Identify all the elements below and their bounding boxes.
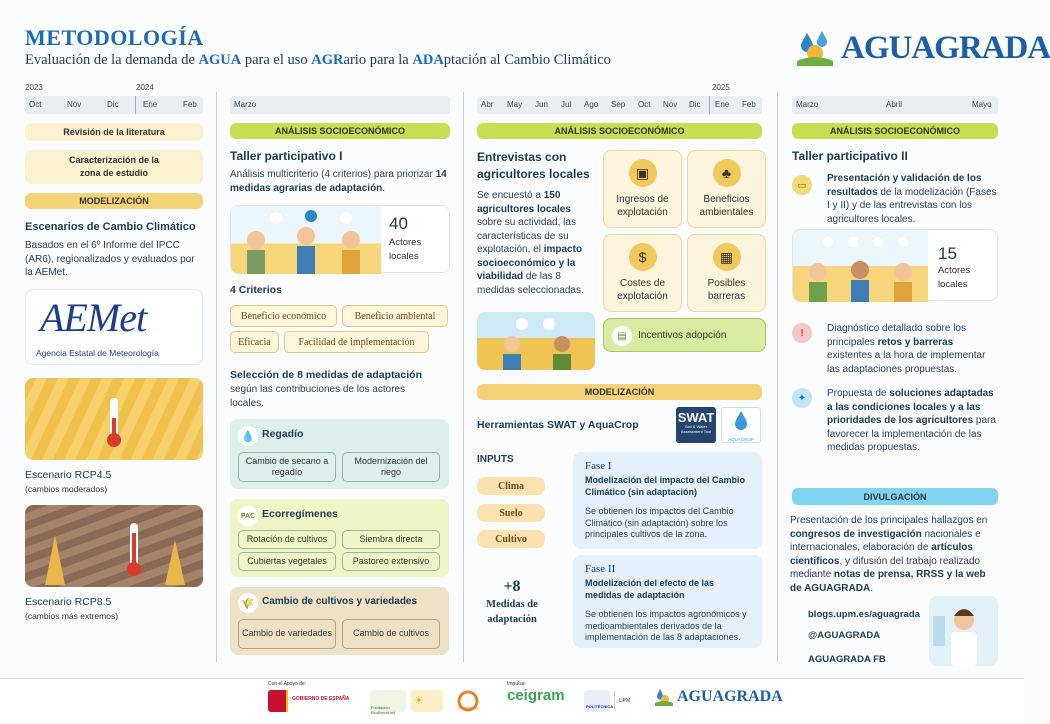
year-label: 2025 (712, 83, 730, 92)
phase-2-card (573, 555, 762, 648)
measure-cell: Cambio de variedades (238, 619, 336, 649)
government-logo (268, 690, 366, 712)
measure-cell: Siembra directa (342, 530, 440, 549)
text-run: sobre su actividad, las características de su explotación, el (477, 217, 576, 255)
bold-text: impacto socioeconómico y la viabilidad (477, 244, 583, 282)
group-ecorregimenes (230, 499, 449, 577)
modelizacion-header: MODELIZACIÓN (477, 384, 762, 400)
socioeconomic-header: ANÁLISIS SOCIOECONÓMICO (477, 123, 762, 139)
group-title: Cambio de cultivos y variedades (262, 596, 418, 607)
month: Jul (561, 100, 572, 109)
criterion-tag: Facilidad de implementación (284, 331, 429, 353)
month: May (507, 100, 523, 109)
measures-label-line: Medidas de (486, 599, 538, 610)
blog-link[interactable]: blogs.upm.es/aguagrada (808, 609, 920, 620)
criterion-tag: Beneficio económico (230, 305, 337, 327)
wheat-icon: 🌾 (238, 593, 258, 613)
month: Sep (611, 100, 626, 109)
month: Oct (638, 100, 651, 109)
solutions-text (827, 387, 998, 455)
month: Feb (742, 100, 756, 109)
measures-label (477, 598, 547, 627)
impact-card (603, 234, 682, 312)
fundacion-logo (370, 690, 406, 715)
literature-review: Revisión de la literatura (25, 123, 203, 141)
text-run: Propuesta de (827, 388, 890, 399)
fundacion-logo-text: Fundación Biodiversidad (371, 705, 396, 715)
facebook-link[interactable]: AGUAGRADA FB (808, 654, 886, 665)
barrier-icon: ▦ (713, 243, 741, 271)
impact-card (603, 150, 682, 228)
interviews-text (477, 189, 595, 297)
swat-logo-text: SWAT (677, 410, 715, 425)
measures-label-line: adaptación (487, 613, 537, 625)
year-label: 2024 (136, 83, 154, 92)
actors-label: Actores locales (938, 265, 971, 291)
workshop-2-title: Taller participativo II (792, 149, 908, 163)
divulgacion-header: DIVULGACIÓN (792, 488, 998, 505)
people-illustration (231, 206, 381, 274)
text-run: de la modelización (Fases I y II) y de las entrevistas con los agricultores locales. (827, 186, 997, 225)
measure-cell: Cambio de secano a regadío (238, 452, 336, 482)
government-logo-text: GOBIERNO DE ESPAÑA (292, 696, 350, 702)
ecosystems-logo (450, 690, 486, 712)
farmers-illustration (477, 312, 595, 370)
bold-text: AGUA (198, 52, 242, 68)
inputs-title: INPUTS (477, 454, 514, 465)
ecosystems-logo-text: Ecosistemas (458, 706, 478, 710)
impact-card-label: Costes de explotación (617, 278, 668, 302)
water-drop-logo-icon (795, 31, 835, 67)
scenarios-title: Escenarios de Cambio Climático (25, 221, 196, 233)
actors-count: 15 (938, 244, 957, 263)
actors-label: Actores locales (389, 237, 422, 263)
selection-text: según las contribuciones de los actores locales. (230, 384, 406, 409)
incentives-card (603, 318, 766, 352)
aquacrop-logo-text: AQUACROP (728, 437, 754, 442)
phase-body: Se obtienen los impactos del Cambio Climático (sin adaptación) sobre los principales cultivos de la zona. (585, 506, 734, 540)
text-run: , y difusión del trabajo realizado mediante (790, 555, 981, 580)
income-icon: ▣ (629, 159, 657, 187)
group-title: Ecorregímenes (262, 508, 338, 520)
text-run: Diagnóstico detallado sobre los principales (827, 323, 966, 348)
timeline-seg-4 (792, 96, 998, 114)
month: Ene (143, 100, 158, 109)
month: Mayo (972, 100, 992, 109)
socioeconomic-header: ANÁLISIS SOCIOECONÓMICO (792, 123, 998, 139)
timeline-seg-1 (25, 96, 203, 114)
study-zone-line: zona de estudio (79, 168, 148, 178)
text-run: existentes a la hora de implementar las adaptaciones propuestas. (827, 350, 986, 375)
socioeconomic-header: ANÁLISIS SOCIOECONÓMICO (230, 123, 450, 139)
sun-logo-icon: ☀ (414, 695, 424, 707)
rcp85-sub: (cambios más extremos) (25, 611, 119, 621)
support-label: Con el Apoyo de: (268, 681, 307, 687)
divulgacion-text (790, 514, 1000, 595)
month: Abr (481, 100, 494, 109)
rcp45-label: Escenario RCP4.5 (25, 469, 112, 481)
bold-text: ADA (412, 52, 444, 68)
year-label: 2023 (25, 83, 43, 92)
thermometer-icon (25, 505, 203, 587)
modelizacion-header: MODELIZACIÓN (25, 193, 203, 209)
group-cultivos (230, 587, 449, 655)
impact-card-label: Ingresos de explotación (616, 194, 669, 218)
impact-card-label: Beneficios ambientales (699, 194, 754, 218)
phase-1-card (573, 452, 762, 549)
challenges-text (827, 322, 998, 376)
month: Ago (584, 100, 599, 109)
aemet-caption: Agencia Estatal de Meteorología (36, 348, 159, 358)
measure-cell: Cubiertas vegetales (238, 552, 336, 571)
text-run: . (870, 582, 873, 594)
measure-cell: Pastoreo extensivo (342, 552, 440, 571)
month: Marzo (234, 100, 257, 109)
text-run: ario para la (343, 52, 413, 68)
text-run: . (382, 182, 386, 194)
swat-logo-sub: Soil & Water Assessment Tool (680, 424, 712, 434)
aquacrop-logo (721, 407, 761, 443)
impulsa-label: Impulsa: (507, 681, 526, 687)
rcp85-image (25, 505, 203, 587)
bold-text: 14 medidas agrarias de adaptación (230, 169, 447, 194)
page-title: METODOLOGÍA (25, 25, 204, 50)
ceigram-logo: ceigram (507, 687, 565, 704)
people-illustration (793, 230, 928, 302)
month: Marzo (796, 100, 819, 109)
impact-card (687, 234, 766, 312)
text-run: nacionales e internacionales, elaboración de (790, 528, 981, 553)
interviews-title: Entrevistas con agricultores locales (477, 150, 590, 181)
costs-icon: $ (629, 243, 657, 271)
workshop-2-text (827, 172, 998, 226)
measure-cell: Rotación de cultivos (238, 530, 336, 549)
measures-count: +8 (503, 578, 521, 595)
month: Ene (715, 100, 730, 109)
input-item: Cultivo (477, 530, 545, 548)
workshop-1-card (230, 205, 450, 273)
workshop-2-card (792, 229, 998, 301)
month: Feb (183, 100, 197, 109)
text-run: ptación al Cambio Climático (443, 52, 611, 68)
phase-heading: Modelización del impacto del Cambio Climático (sin adaptación) (585, 475, 746, 497)
month: Dic (689, 100, 701, 109)
twitter-link[interactable]: @AGUAGRADA (808, 630, 881, 641)
month: Nov (663, 100, 678, 109)
tree-icon: ♣ (713, 159, 741, 187)
warning-icon: ! (792, 323, 812, 343)
month: Dic (107, 100, 119, 109)
text-run: para favorecer la implementación de las medidas propuestas. (827, 415, 996, 453)
criterion-tag: Eficacia (230, 331, 279, 353)
water-drop-logo-icon (654, 688, 674, 706)
bold-text: soluciones adaptadas a las condiciones locales y a las prioridades de los agricultores (827, 388, 994, 426)
selection-title: Selección de 8 medidas de adaptación (230, 369, 422, 381)
chat-icon: ▭ (792, 175, 812, 195)
page-subtitle (25, 52, 611, 69)
pac-icon: PAC (238, 506, 258, 526)
upm-name-logo-text: UPM (619, 698, 631, 704)
water-icon: 💧 (238, 426, 258, 446)
month: Nov (67, 100, 82, 109)
swat-logo (676, 407, 716, 443)
rcp45-image (25, 378, 203, 460)
lightbulb-icon: ✦ (792, 388, 812, 408)
bold-text: congresos de investigación (790, 528, 922, 540)
study-zone-line: Caracterización de la (68, 155, 160, 166)
group-regadio (230, 419, 449, 489)
text-run: de las 8 medidas seleccionadas. (477, 271, 584, 296)
aguagrada-logo (795, 30, 1050, 67)
upm-logo-text: POLITÉCNICA (586, 704, 614, 709)
phase-body: Se obtienen los impactos agronómicos y medioambientales derivados de la implementación de las 8 adaptaciones. (585, 609, 747, 643)
text-run: Presentación de los principales hallazgos en (790, 515, 988, 526)
input-item: Suelo (477, 504, 545, 522)
criteria-title: 4 Criterios (230, 284, 282, 296)
criterion-tag: Beneficio ambiental (342, 305, 448, 327)
month: Jun (535, 100, 548, 109)
month: Oct (29, 100, 42, 109)
bold-text: artículos científicos (790, 542, 973, 567)
actors-count: 40 (389, 214, 408, 233)
workshop-1-text (230, 168, 450, 195)
timeline-seg-3 (477, 96, 762, 114)
incentives-icon: ▤ (612, 326, 632, 346)
researcher-illustration (929, 596, 998, 666)
group-title: Regadío (262, 428, 304, 440)
rcp85-label: Escenario RCP8.5 (25, 596, 112, 608)
bold-text: 150 agricultores locales (477, 190, 571, 215)
aemet-logo (25, 289, 203, 365)
tools-title: Herramientas SWAT y AquaCrop (477, 419, 639, 431)
input-item: Clima (477, 477, 545, 495)
phase-title: Fase II (585, 563, 616, 575)
phase-heading: Modelización del efecto de las medidas de adaptación (585, 578, 715, 600)
brand-name: AGUAGRADA (841, 30, 1050, 66)
text-run: para el uso (241, 52, 312, 68)
thermometer-icon (25, 378, 203, 460)
rcp45-sub: (cambios moderados) (25, 484, 108, 494)
sun-logo (411, 690, 443, 712)
study-zone (25, 150, 203, 184)
scenarios-text: Basados en el 6º Informe del IPCC (AR6), regionalizados y evaluados por la AEMet. (25, 240, 195, 278)
month: Abril (886, 100, 903, 109)
workshop-1-title: Taller participativo I (230, 149, 343, 163)
text-run: Se encuestó a (477, 190, 544, 201)
measure-cell: Modernización del riego (342, 452, 440, 482)
measure-cell: Cambio de cultivos (342, 619, 440, 649)
timeline-seg-2 (230, 96, 450, 114)
bold-text: Presentación y validación de los resultados (827, 173, 982, 198)
incentives-label: Incentivos adopción (638, 330, 727, 341)
upm-logo (584, 690, 614, 712)
impact-card-label: Posibles barreras (707, 278, 746, 302)
bold-text: retos y barreras (877, 336, 954, 348)
bold-text: AGR (311, 52, 344, 68)
bold-text: notas de prensa, RRSS y la web de AGUAGRADA (790, 569, 986, 594)
aemet-logo-text: AEMet (40, 295, 147, 340)
phase-title: Fase I (585, 460, 612, 472)
footer-brand (654, 688, 783, 706)
text-run: Evaluación de la demanda de (25, 52, 199, 68)
upm-name-logo (614, 690, 646, 712)
text-run: Análisis multicriterio (4 criterios) para priorizar (230, 169, 436, 180)
footer-brand-text: AGUAGRADA (677, 688, 783, 705)
impact-card (687, 150, 766, 228)
